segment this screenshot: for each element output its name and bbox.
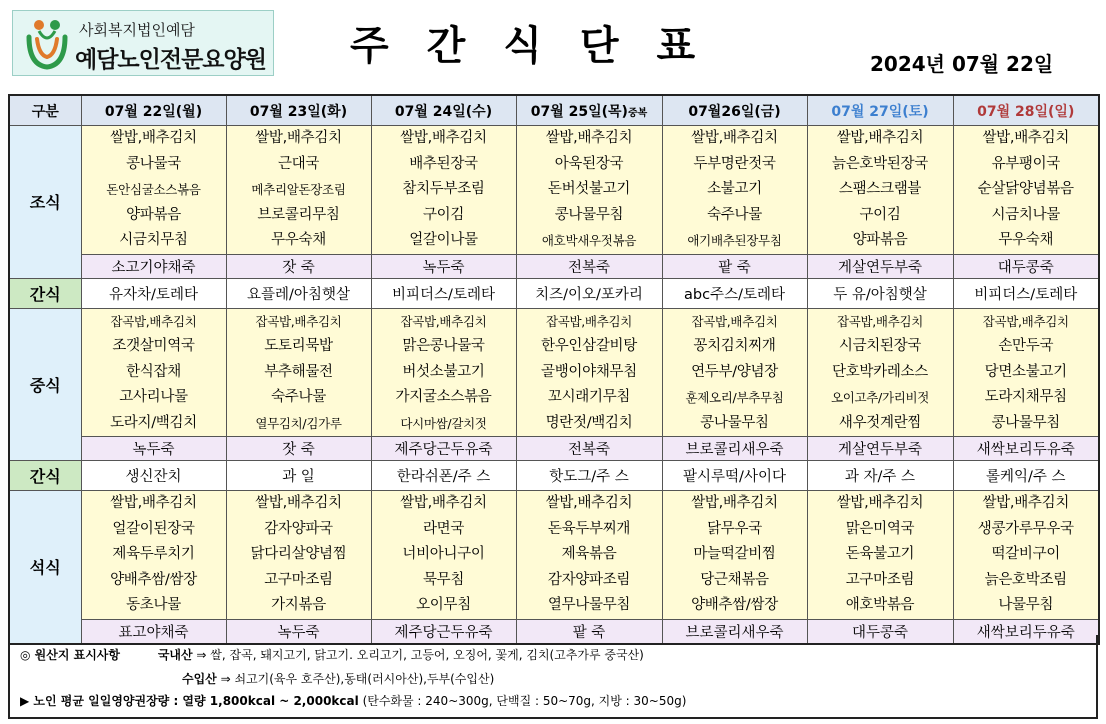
menu-cell [953, 126, 1099, 255]
menu-item: 잡곡밥,배추김치 [836, 313, 924, 329]
menu-item: 쌀밥,배추김치 [836, 495, 924, 511]
menu-cell [662, 491, 807, 620]
menu-item: 골뱅이야채무침 [541, 363, 637, 380]
menu-item: 오이고추/가리비젓 [830, 390, 930, 405]
lunch-row [9, 308, 1099, 437]
nutrition-title: ▶ 노인 평균 일일영양권장량 : 열량 1,800kcal ~ 2,000kcal [20, 694, 359, 708]
menu-item: 참치두부조림 [402, 181, 485, 197]
snack-label: 간식 [9, 461, 81, 491]
menu-item: 두부명란젓국 [693, 155, 776, 172]
menu-item: 잡곡밥,배추김치 [255, 313, 342, 329]
porridge-cell: 게살연두부죽 [807, 437, 953, 461]
menu-item: 메추리알돈장조림 [251, 182, 346, 197]
menu-cell [226, 308, 371, 437]
menu-item: 쌀밥,배추김치 [982, 130, 1070, 146]
menu-item: 양배추쌈/쌈장 [691, 597, 778, 613]
snack2-row [9, 461, 1099, 491]
facility-name: 예담노인전문요양원 [75, 47, 266, 73]
origin-line [20, 646, 644, 663]
snack-cell: 생신잔치 [81, 461, 226, 491]
menu-item: 도라지/백김치 [110, 414, 197, 431]
menu-item: 생콩가루무우국 [977, 520, 1074, 537]
menu-item: 애호박볶음 [845, 597, 915, 613]
breakfast-label: 조식 [9, 126, 81, 279]
menu-item: 고구마조림 [845, 571, 915, 588]
day-note: 중복 [627, 107, 648, 119]
day-label: 07월 28일(일) [977, 103, 1075, 120]
menu-item: 도라지채무침 [984, 389, 1067, 405]
menu-item: 꼬시래기무침 [547, 389, 631, 405]
menu-item: 순살닭양념볶음 [977, 181, 1074, 197]
snack1-row [9, 278, 1099, 308]
menu-item: 쌀밥,배추김치 [982, 495, 1070, 511]
page-title: 주간식단표 [350, 23, 734, 69]
menu-item: 양파볶음 [852, 232, 908, 248]
logo-box [12, 10, 274, 76]
day-header [226, 95, 371, 126]
menu-item: 도토리묵밥 [264, 338, 333, 354]
menu-item: 숙주나물 [271, 389, 326, 405]
import-label: 수입산 [182, 672, 217, 686]
menu-item: 쌀밥,배추김치 [255, 495, 342, 511]
menu-item: 아욱된장국 [554, 155, 624, 172]
snack-cell: 비피더스/토레타 [371, 278, 516, 308]
menu-item: 돈육두부찌개 [547, 520, 631, 537]
menu-item: 얼갈이된장국 [112, 520, 195, 537]
menu-cell [662, 308, 807, 437]
menu-item: 제육두루치기 [112, 546, 195, 562]
snack-cell: 팥시루떡/사이다 [662, 461, 807, 491]
domestic-label: 국내산 [157, 648, 193, 662]
snack-cell: 핫도그/주 스 [516, 461, 662, 491]
lunch-porridge-row [9, 437, 1099, 461]
snack-cell: 과 자/주 스 [807, 461, 953, 491]
menu-item: 돈육불고기 [845, 546, 915, 562]
menu-item: 브로콜리무침 [257, 206, 340, 223]
menu-item: 쌀밥,배추김치 [545, 495, 633, 511]
porridge-cell: 브로콜리새우죽 [662, 619, 807, 644]
menu-item: 버섯소불고기 [402, 363, 485, 380]
menu-item: 너비아니구이 [402, 546, 485, 562]
corner-label: 구분 [9, 95, 81, 126]
menu-item: 감자양파조림 [547, 571, 631, 588]
lunch-label: 중식 [9, 308, 81, 461]
porridge-cell: 새싹보리두유죽 [953, 619, 1099, 644]
menu-item: 명란젓/백김치 [545, 414, 633, 431]
porridge-cell: 팥 죽 [662, 254, 807, 278]
menu-item: 열무나물무침 [547, 597, 631, 613]
menu-cell [371, 491, 516, 620]
porridge-cell: 대두콩죽 [953, 254, 1099, 278]
menu-item: 라면국 [422, 520, 465, 537]
menu-item: 애호박새우젓볶음 [541, 233, 637, 248]
menu-item: 쌀밥,배추김치 [691, 130, 778, 146]
menu-item: 잡곡밥,배추김치 [545, 313, 633, 329]
menu-item: 조갯살미역국 [112, 338, 195, 354]
menu-cell [226, 126, 371, 255]
yedam-logo-icon [19, 15, 75, 71]
porridge-cell: 소고기야채죽 [81, 254, 226, 278]
menu-item: 제육볶음 [561, 546, 617, 562]
menu-cell [807, 308, 953, 437]
menu-item: 고사리나물 [119, 389, 188, 405]
porridge-cell: 잣 죽 [226, 437, 371, 461]
day-label: 07월 22일(월) [104, 103, 203, 120]
menu-cell [516, 308, 662, 437]
porridge-cell: 게살연두부죽 [807, 254, 953, 278]
day-label: 07월26일(금) [688, 103, 781, 120]
day-label: 07월 23일(화) [249, 103, 348, 120]
menu-item: 돈안심굴소스볶음 [106, 182, 201, 197]
menu-cell [807, 126, 953, 255]
menu-cell [371, 126, 516, 255]
menu-cell [953, 308, 1099, 437]
import-line [182, 670, 494, 687]
menu-item: 한식잡채 [126, 363, 181, 380]
menu-item: 한우인삼갈비탕 [541, 338, 637, 354]
menu-item: 잡곡밥,배추김치 [691, 313, 778, 329]
nutrition-detail: (탄수화물 : 240~300g, 단백질 : 50~70g, 지방 : 30~50g) [362, 694, 687, 708]
menu-item: 열무김치/김가루 [255, 415, 342, 431]
snack-cell: 과 일 [226, 461, 371, 491]
menu-date: 2024년 07월 22일 [870, 52, 1054, 76]
menu-item: 떡갈비구이 [991, 546, 1061, 562]
menu-item: 훈제오리/부추무침 [685, 390, 784, 405]
menu-item: 쌀밥,배추김치 [110, 130, 197, 146]
menu-item: 애기배추된장무침 [687, 233, 782, 248]
snack-label: 간식 [9, 278, 81, 308]
menu-item: 쌀밥,배추김치 [400, 130, 487, 146]
menu-cell [226, 491, 371, 620]
menu-item: 소불고기 [707, 181, 762, 197]
menu-cell [81, 126, 226, 255]
menu-item: 감자양파국 [264, 520, 333, 537]
menu-item: 새우젓계란찜 [838, 414, 922, 431]
menu-item: 시금치나물 [991, 206, 1061, 223]
menu-item: 배추된장국 [409, 155, 478, 172]
day-header [371, 95, 516, 126]
porridge-cell: 전복죽 [516, 254, 662, 278]
menu-item: 가지굴소스볶음 [395, 389, 492, 405]
porridge-cell: 잣 죽 [226, 254, 371, 278]
snack-cell: 요플레/아침햇살 [226, 278, 371, 308]
menu-item: 시금치무침 [119, 232, 188, 248]
porridge-cell: 녹두죽 [371, 254, 516, 278]
menu-item: 묵무침 [422, 571, 465, 588]
menu-item: 쌀밥,배추김치 [691, 495, 778, 511]
menu-item: 구이김 [859, 206, 901, 223]
menu-item: 쌀밥,배추김치 [255, 130, 342, 146]
menu-cell [953, 491, 1099, 620]
porridge-cell: 브로콜리새우죽 [662, 437, 807, 461]
header-row [9, 95, 1099, 126]
menu-item: 돈버섯불고기 [547, 181, 631, 197]
menu-item: 콩나물무침 [554, 206, 624, 223]
menu-item: 닭무우국 [707, 520, 762, 537]
domestic-text: ⇒ 쌀, 잡곡, 돼지고기, 닭고기. 오리고기, 고등어, 오징어, 꽃게, 김치(고추가루 중국산) [196, 648, 644, 662]
menu-item: 꽁치김치찌개 [693, 338, 776, 354]
menu-item: 마늘떡갈비찜 [693, 546, 776, 562]
snack-cell: abc주스/토레타 [662, 278, 807, 308]
origin-title: ◎ 원산지 표시사항 [20, 648, 120, 662]
menu-item: 근대국 [277, 155, 320, 172]
menu-cell [81, 491, 226, 620]
porridge-cell: 녹두죽 [226, 619, 371, 644]
menu-item: 맑은미역국 [845, 520, 915, 537]
menu-item: 콩나물무침 [700, 414, 769, 431]
menu-item: 스팸스크램블 [838, 181, 922, 197]
menu-item: 쌀밥,배추김치 [836, 130, 924, 146]
menu-item: 오이무침 [416, 597, 471, 613]
porridge-cell: 팥 죽 [516, 619, 662, 644]
breakfast-row [9, 126, 1099, 255]
menu-item: 가지볶음 [271, 597, 326, 613]
menu-item: 잡곡밥,배추김치 [110, 313, 197, 329]
menu-item: 고구마조림 [264, 571, 333, 588]
porridge-cell: 녹두죽 [81, 437, 226, 461]
menu-item: 닭다리살양념찜 [250, 546, 347, 562]
menu-item: 잡곡밥,배추김치 [982, 313, 1069, 329]
day-header [807, 95, 953, 126]
menu-item: 얼갈이나물 [409, 232, 478, 248]
menu-item: 양배추쌈/쌈장 [110, 571, 197, 588]
breakfast-porridge-row [9, 254, 1099, 278]
menu-cell [516, 491, 662, 620]
menu-item: 손만두국 [998, 338, 1054, 354]
snack-cell: 롤케익/주 스 [953, 461, 1099, 491]
menu-cell [371, 308, 516, 437]
day-header [516, 95, 662, 126]
porridge-cell: 표고야채죽 [81, 619, 226, 644]
menu-item: 맑은콩나물국 [402, 338, 485, 354]
menu-item: 구이김 [422, 206, 465, 223]
organization-name: 사회복지법인예담 [79, 21, 195, 39]
menu-item: 당근채볶음 [700, 571, 769, 588]
menu-item: 당면소불고기 [984, 363, 1067, 380]
porridge-cell: 제주당근두유죽 [371, 437, 516, 461]
menu-item: 무우숙채 [998, 232, 1054, 248]
porridge-cell: 제주당근두유죽 [371, 619, 516, 644]
menu-item: 시금치된장국 [838, 338, 922, 354]
menu-cell [81, 308, 226, 437]
import-text: ⇒ 쇠고기(육우 호주산),동태(러시아산),두부(수입산) [220, 672, 495, 686]
menu-item: 늙은호박조림 [984, 571, 1067, 588]
day-header [81, 95, 226, 126]
menu-item: 나물무침 [998, 597, 1054, 613]
nutrition-line [20, 692, 686, 709]
snack-cell: 치즈/이오/포카리 [516, 278, 662, 308]
menu-item: 유부팽이국 [991, 155, 1061, 172]
day-header [662, 95, 807, 126]
day-header [953, 95, 1099, 126]
menu-item: 양파볶음 [126, 206, 181, 223]
day-label: 07월 27일(토) [831, 103, 929, 120]
dinner-row [9, 491, 1099, 620]
day-label: 07월 25일(목) [530, 103, 628, 120]
footer-notes [8, 635, 1098, 719]
porridge-cell: 대두콩죽 [807, 619, 953, 644]
menu-item: 쌀밥,배추김치 [545, 130, 633, 146]
snack-cell: 유자차/토레타 [81, 278, 226, 308]
menu-item: 콩나물무침 [991, 414, 1061, 431]
menu-item: 잡곡밥,배추김치 [400, 313, 487, 329]
menu-cell [662, 126, 807, 255]
weekly-menu-table [8, 94, 1100, 645]
porridge-cell: 새싹보리두유죽 [953, 437, 1099, 461]
menu-item: 콩나물국 [126, 155, 181, 172]
menu-item: 쌀밥,배추김치 [110, 495, 197, 511]
menu-item: 다시마쌈/갈치젓 [400, 415, 487, 431]
menu-item: 동초나물 [126, 597, 181, 613]
menu-item: 연두부/양념장 [691, 363, 778, 380]
menu-item: 숙주나물 [707, 206, 762, 223]
menu-item: 무우숙채 [271, 232, 326, 248]
snack-cell: 두 유/아침햇살 [807, 278, 953, 308]
snack-cell: 한라쉬폰/주 스 [371, 461, 516, 491]
snack-cell: 비피더스/토레타 [953, 278, 1099, 308]
porridge-cell: 전복죽 [516, 437, 662, 461]
menu-item: 부추해물전 [264, 363, 333, 380]
menu-cell [516, 126, 662, 255]
menu-item: 쌀밥,배추김치 [400, 495, 487, 511]
menu-item: 단호박카레소스 [832, 363, 928, 380]
day-label: 07월 24일(수) [394, 103, 493, 120]
menu-item: 늙은호박된장국 [832, 155, 928, 172]
dinner-label: 석식 [9, 491, 81, 644]
menu-cell [807, 491, 953, 620]
